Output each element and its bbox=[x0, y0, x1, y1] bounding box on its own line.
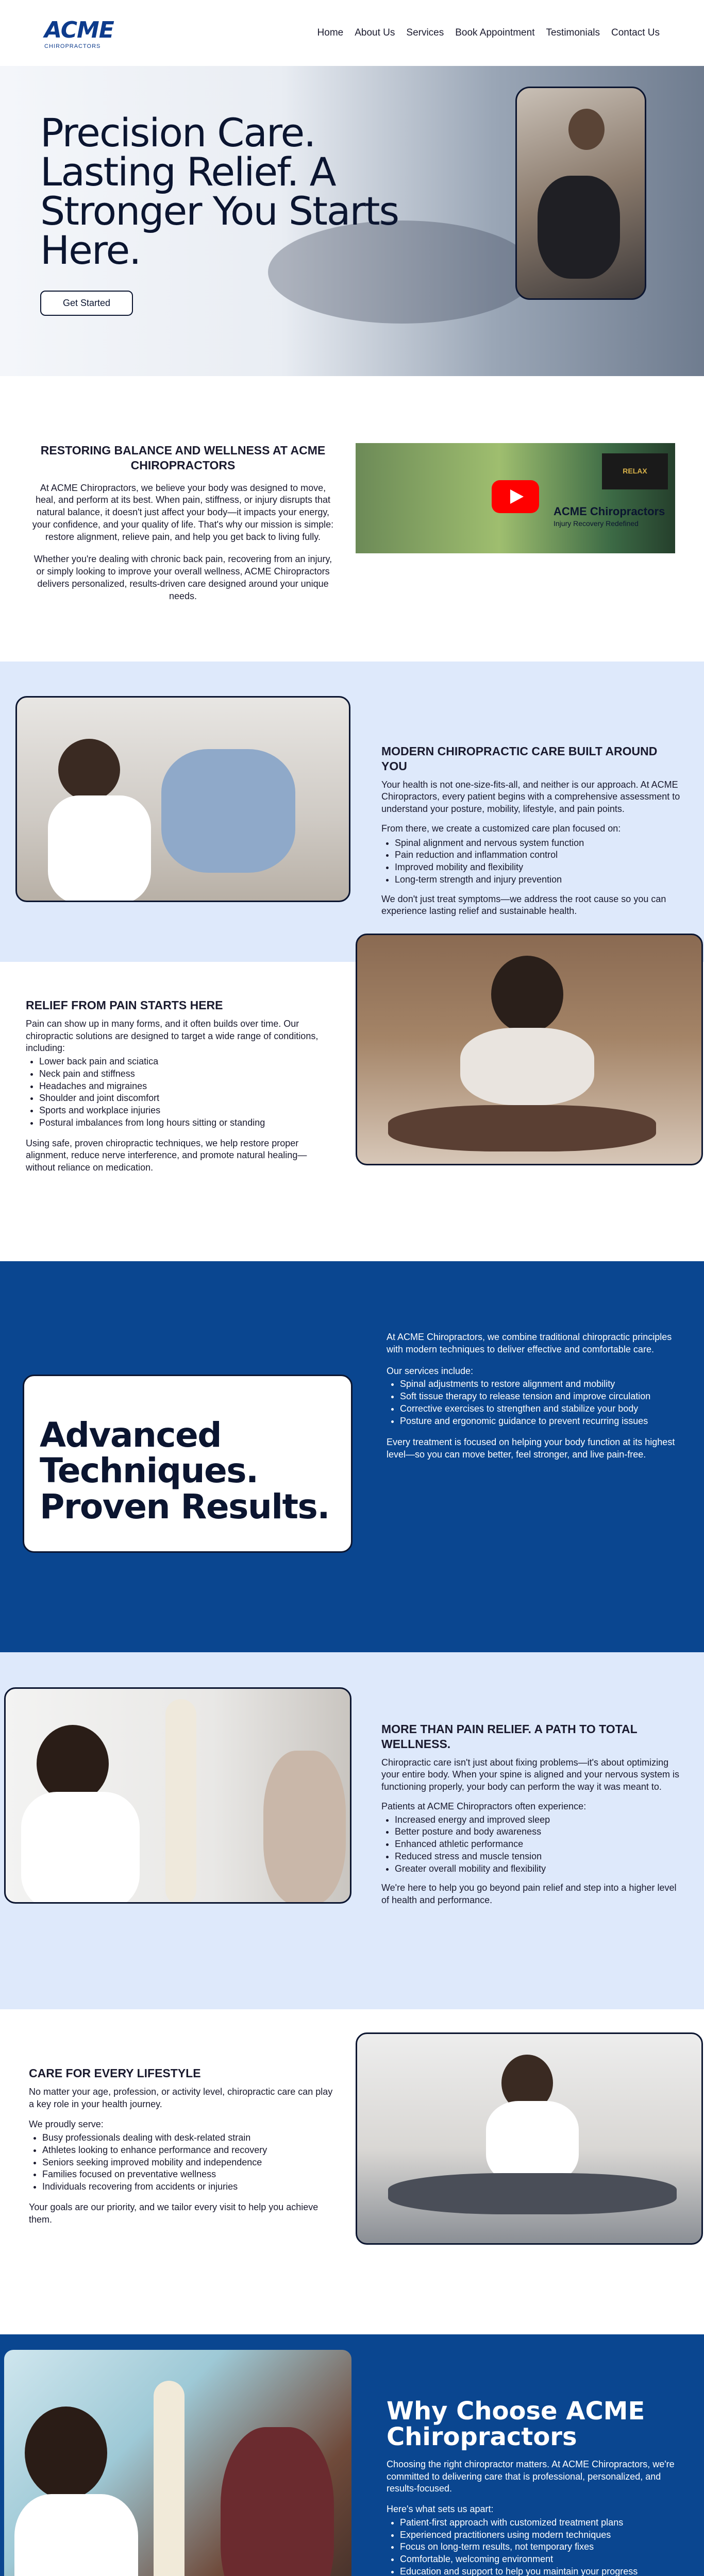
site-logo[interactable] bbox=[44, 17, 114, 49]
video-subtitle: Injury Recovery Redefined bbox=[554, 519, 639, 528]
list-item: • Shoulder and joint discomfort bbox=[39, 1092, 330, 1105]
nav-services[interactable]: Services bbox=[406, 27, 444, 38]
every-lifestyle-section bbox=[0, 2009, 704, 2334]
list-item: • Neck pain and stiffness bbox=[39, 1068, 330, 1080]
main-nav bbox=[317, 27, 660, 39]
photo-figure bbox=[48, 795, 151, 902]
site-header bbox=[0, 0, 704, 66]
photo-figure bbox=[37, 1725, 109, 1802]
section-paragraph: Your goals are our priority, and we tailor every visit to help you achieve them. bbox=[29, 2201, 319, 2225]
video-embed[interactable] bbox=[356, 443, 675, 553]
list-item: • Spinal adjustments to restore alignment and mobility bbox=[400, 1378, 675, 1391]
logo-wrap bbox=[44, 17, 114, 49]
hero-title: Precision Care. Lasting Relief. A Stronger You Starts Here. bbox=[40, 110, 399, 273]
photo-figure bbox=[460, 1028, 594, 1105]
bullet-list bbox=[26, 1056, 330, 1129]
list-item: • Reduced stress and muscle tension bbox=[395, 1851, 685, 1863]
modern-care-text bbox=[381, 744, 685, 925]
advanced-techniques-card bbox=[23, 1375, 353, 1553]
restoring-balance-section bbox=[0, 376, 704, 662]
list-item: • Focus on long-term results, not temporary fixes bbox=[400, 2541, 675, 2553]
photo-figure bbox=[154, 2381, 185, 2576]
hero-text bbox=[40, 110, 411, 316]
list-item: • Lower back pain and sciatica bbox=[39, 1056, 330, 1068]
section-paragraph: No matter your age, profession, or activity level, chiropractic care can play a key role in your health journey. bbox=[29, 2086, 333, 2109]
bullet-list bbox=[381, 1814, 685, 1875]
section-title: RELIEF FROM PAIN STARTS HERE bbox=[26, 998, 223, 1012]
advanced-techniques-section bbox=[0, 1261, 704, 1652]
section-paragraph: Every treatment is focused on helping your body function at its highest level—so you can move better, feel stronger, and live pain-free. bbox=[387, 1437, 675, 1460]
list-item: • Education and support to help you maintain your progress bbox=[400, 2566, 675, 2576]
total-wellness-section bbox=[0, 1652, 704, 2009]
section-paragraph: Choosing the right chiropractor matters. At ACME Chiropractors, we're committed to delivering care that is professional, personalized, and results-focused. bbox=[387, 2459, 675, 2494]
total-wellness-text bbox=[381, 1722, 685, 1914]
video-title: ACME Chiropractors bbox=[554, 505, 665, 518]
nav-testimonials[interactable]: Testimonials bbox=[546, 27, 600, 38]
services-text bbox=[387, 1331, 675, 1470]
every-lifestyle-text bbox=[29, 2066, 338, 2234]
section-paragraph: Your health is not one-size-fits-all, and neither is our approach. At ACME Chiropractors, every patient begins with a comprehensive assessment to understand your posture, mobility, lifestyle, and pain points. bbox=[381, 779, 680, 814]
section-paragraph: Patients at ACME Chiropractors often experience: bbox=[381, 1801, 586, 1811]
table-treatment-photo bbox=[356, 2032, 703, 2245]
photo-figure bbox=[58, 739, 120, 801]
bullet-list bbox=[381, 837, 685, 886]
section-title: CARE FOR EVERY LIFESTYLE bbox=[29, 2066, 201, 2080]
list-item: • Athletes looking to enhance performance and recovery bbox=[42, 2144, 338, 2157]
treatment-photo bbox=[356, 934, 703, 1165]
photo-figure bbox=[491, 956, 563, 1033]
list-item: • Posture and ergonomic guidance to prevent recurring issues bbox=[400, 1415, 675, 1428]
photo-figure bbox=[538, 176, 620, 279]
photo-figure bbox=[21, 1792, 140, 1904]
list-item: • Enhanced athletic performance bbox=[395, 1838, 685, 1851]
list-item: • Corrective exercises to strengthen and stabilize your body bbox=[400, 1403, 675, 1415]
section-paragraph: At ACME Chiropractors, we believe your body was designed to move, heal, and perform at its best. When pain, stiffness, or injury disrupts that natural balance, it doesn't just affect your body—it impacts your energy, your confidence, and your quality of life. That's why our mission is simple: restore alignment, relieve pain, and help you get back to living fully. bbox=[32, 482, 334, 542]
list-item: • Spinal alignment and nervous system function bbox=[395, 837, 685, 850]
spine-model-photo bbox=[4, 1687, 351, 1904]
list-item: • Improved mobility and flexibility bbox=[395, 861, 685, 874]
list-item: • Individuals recovering from accidents or injuries bbox=[42, 2181, 338, 2193]
photo-figure bbox=[486, 2101, 579, 2183]
photo-figure bbox=[25, 2406, 107, 2499]
nav-book-appointment[interactable]: Book Appointment bbox=[455, 27, 535, 38]
nav-contact-us[interactable]: Contact Us bbox=[611, 27, 660, 38]
list-item: • Long-term strength and injury prevention bbox=[395, 874, 685, 886]
section-paragraph: We're here to help you go beyond pain relief and step into a higher level of health and performance. bbox=[381, 1883, 677, 1905]
hero-photo bbox=[515, 87, 646, 300]
section-paragraph: Our services include: bbox=[387, 1365, 474, 1376]
section-paragraph: Pain can show up in many forms, and it often builds over time. Our chiropractic solutions are designed to target a wide range of conditions, including: bbox=[26, 1018, 319, 1054]
nav-home[interactable]: Home bbox=[317, 27, 344, 38]
list-item: • Families focused on preventative wellness bbox=[42, 2168, 338, 2181]
photo-figure bbox=[161, 749, 295, 873]
photo-figure bbox=[388, 1105, 656, 1151]
logo-subtext: CHIROPRACTORS bbox=[44, 43, 101, 49]
bullet-list bbox=[29, 2132, 338, 2193]
list-item: • Experienced practitioners using modern techniques bbox=[400, 2529, 675, 2541]
video-badge: RELAX bbox=[602, 453, 668, 489]
restoring-balance-text bbox=[31, 443, 335, 613]
section-paragraph: Whether you're dealing with chronic back pain, recovering from an injury, or simply looking to improve your overall wellness, ACME Chiropractors delivers personalized, results-driven care designed around your unique needs. bbox=[33, 554, 332, 601]
card-title: Advanced Techniques. Proven Results. bbox=[40, 1415, 329, 1527]
photo-figure bbox=[263, 1751, 346, 1904]
list-item: • Patient-first approach with customized treatment plans bbox=[400, 2517, 675, 2529]
section-paragraph: We proudly serve: bbox=[29, 2119, 104, 2130]
bullet-list bbox=[387, 1378, 675, 1427]
list-item: • Comfortable, welcoming environment bbox=[400, 2553, 675, 2566]
photo-figure bbox=[568, 109, 605, 150]
nav-about-us[interactable]: About Us bbox=[355, 27, 395, 38]
list-item: • Postural imbalances from long hours sitting or standing bbox=[39, 1117, 330, 1129]
list-item: • Increased energy and improved sleep bbox=[395, 1814, 685, 1826]
section-paragraph: Chiropractic care isn't just about fixing problems—it's about optimizing your entire body. When your spine is aligned and your nervous system is functioning properly, your body can perform the way it was meant to. bbox=[381, 1757, 679, 1792]
get-started-button[interactable]: Get Started bbox=[40, 291, 133, 316]
list-item: • Headaches and migraines bbox=[39, 1080, 330, 1093]
section-paragraph: From there, we create a customized care plan focused on: bbox=[381, 823, 621, 834]
why-choose-text bbox=[387, 2398, 675, 2576]
photo-figure bbox=[165, 1699, 196, 1904]
section-paragraph: We don't just treat symptoms—we address the root cause so you can experience lasting relief and sustainable health. bbox=[381, 893, 666, 917]
list-item: • Better posture and body awareness bbox=[395, 1826, 685, 1838]
modern-care-section bbox=[0, 662, 704, 962]
relief-section bbox=[0, 962, 704, 1261]
section-paragraph: At ACME Chiropractors, we combine traditional chiropractic principles with modern techniques to deliver effective and comfortable care. bbox=[387, 1332, 672, 1354]
section-title: RESTORING BALANCE AND WELLNESS AT ACME CHIROPRACTORS bbox=[40, 444, 326, 472]
section-title: Why Choose ACME Chiropractors bbox=[387, 2397, 645, 2452]
section-paragraph: Here's what sets us apart: bbox=[387, 2504, 494, 2515]
list-item: • Pain reduction and inflammation control bbox=[395, 849, 685, 861]
photo-figure bbox=[221, 2427, 334, 2576]
bullet-list bbox=[387, 2517, 675, 2576]
list-item: • Greater overall mobility and flexibility bbox=[395, 1863, 685, 1875]
photo-figure bbox=[388, 2173, 677, 2214]
section-title: MORE THAN PAIN RELIEF. A PATH TO TOTAL WELLNESS. bbox=[381, 1722, 638, 1751]
photo-figure bbox=[14, 2494, 138, 2576]
list-item: • Sports and workplace injuries bbox=[39, 1105, 330, 1117]
adjustment-photo bbox=[15, 696, 350, 902]
list-item: • Seniors seeking improved mobility and independence bbox=[42, 2157, 338, 2169]
logo-text: ACME bbox=[44, 16, 114, 43]
spine-consult-photo bbox=[4, 2350, 351, 2576]
section-title: MODERN CHIROPRACTIC CARE BUILT AROUND YOU bbox=[381, 744, 658, 773]
why-choose-section bbox=[0, 2334, 704, 2576]
relief-text bbox=[26, 998, 330, 1180]
list-item: • Soft tissue therapy to release tension and improve circulation bbox=[400, 1391, 675, 1403]
hero-section bbox=[0, 66, 704, 376]
list-item: • Busy professionals dealing with desk-related strain bbox=[42, 2132, 338, 2144]
section-paragraph: Using safe, proven chiropractic techniques, we help restore proper alignment, reduce nerve interference, and promote natural healing—without reliance on medication. bbox=[26, 1138, 307, 1173]
play-icon[interactable] bbox=[492, 480, 539, 513]
